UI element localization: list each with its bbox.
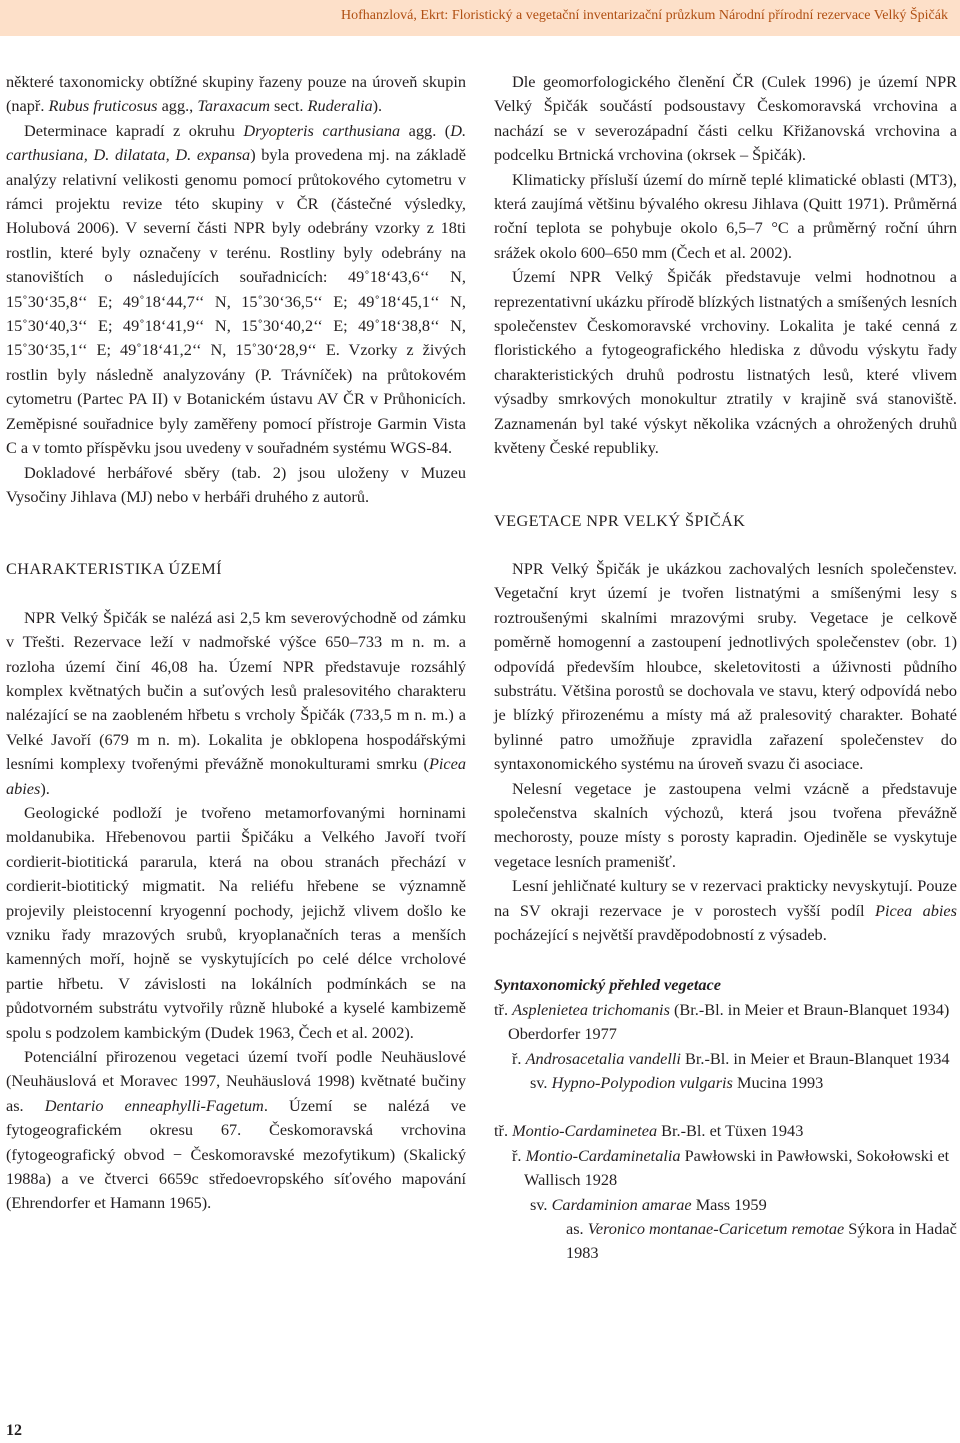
italic-taxon: Dryopteris carthusiana [243,120,401,140]
italic-taxon: Rubus fruticosus [48,96,158,116]
section-heading-vegetace: VEGETACE NPR VELKÝ ŠPIČÁK [494,510,746,530]
syntaxon-entry: sv. Hypno-Polypodion vulgaris Mucina 1993 [530,1073,824,1093]
right-paragraph-5: Nelesní vegetace je zastoupena velmi vzácně a představuje společenstva skalních výchozů, která jsou tvořena převážně mechorosty, pouze místy s porosty kapradin. Ojediněle se vyskytuje vegetace lesních pramenišť. [494,778,957,871]
running-header-bar [0,0,960,36]
italic-taxon: Montio-Cardaminetalia [525,1145,681,1165]
syntaxon-entry: ř. Montio-Cardaminetalia Pawłowski in Pawłowski, Sokołowski et Wallisch 1928 [512,1145,950,1190]
italic-taxon: Ruderalia [307,96,373,116]
left-paragraph-3: Dokladové herbářové sběry (tab. 2) jsou uloženy v Muzeu Vysočiny Jihlava (MJ) nebo v herbáři druhého z autorů. [6,462,466,506]
right-paragraph-3: Území NPR Velký Špičák představuje velmi hodnotnou a reprezentativní ukázku přírodě blízkých listnatých a smíšených lesních společenstev Českomoravské vrchoviny. Lokalita je také cenná z floristického a fytogeografického hlediska z důvodu výskytu řady charakteristických druhů podrostu listnatých lesů, které vlivem výsadby smrkových monokultur ztratily v krajině svá stanoviště. Zaznamenán byl také výskyt několika vzácných a ohrožených druhů květeny České republiky. [494,267,957,458]
left-paragraph-6: Potenciální přirozenou vegetaci území tvoří podle Neuhäuslové (Neuhäuslová et Moravec 1997, Neuhäuslová 1998) květnaté bučiny as. Dentario enneaphylli-Fagetum. Území se nalézá ve fytogeografickém okresu 67. Českomoravská vrchovina (fytogeografický obvod − Českomoravské mezofytikum) (Skalický 1988a) a ve čtverci 6659c středoevropského síťového mapování (Ehrendorfer et Hamann 1965). [6,1047,467,1213]
italic-taxon: Asplenietea trichomanis [512,999,670,1019]
left-paragraph-4: NPR Velký Špičák se nalézá asi 2,5 km severovýchodně od zámku v Třešti. Rezervace leží v nadmořské výšce 650–733 m n. m. a rozloha území činí 46,08 ha. Území NPR představuje rozsáhlý komplex květnatých bučin a suťových lesů pralesovitého charakteru nalézající se na zaobleném hřbetu s vrcholy Špičák (733,5 m n. m.) a Velké Javoří (679 m n. m). Lokalita je obklopena hospodářskými lesními komplexy tvořenými převážně monokulturami smrku (Picea abies). [6,607,466,798]
italic-taxon: Dentario enneaphylli-Fagetum [44,1095,264,1115]
syntaxon-entry: tř. Asplenietea trichomanis (Br.-Bl. in Meier et Braun-Blanquet 1934) Oberdorfer 1977 [494,999,950,1044]
syntaxonomy-list [494,998,957,1266]
italic-taxon: Picea abies [6,754,466,798]
italic-taxon: Taraxacum [197,96,270,116]
left-column [6,70,466,1216]
italic-taxon: D. carthusiana, D. dilatata, D. expansa [6,120,467,165]
left-paragraph-1: některé taxonomicky obtížné skupiny řazeny pouze na úroveň skupin (např. Rubus fruticosus agg., Taraxacum sect. Ruderalia). [6,72,466,116]
right-column [494,70,957,1266]
syntaxon-entry: tř. Montio-Cardaminetea Br.-Bl. et Tüxen 1943 [494,1121,804,1141]
italic-taxon: Picea abies [875,900,957,920]
syntaxon-entry: sv. Cardaminion amarae Mass 1959 [530,1194,767,1214]
italic-taxon: Androsacetalia vandelli [525,1048,681,1068]
left-paragraph-2: Determinace kapradí z okruhu Dryopteris carthusiana agg. (D. carthusiana, D. dilatata, D. expansa) byla provedena mj. na základě analýzy relativní velikosti genomu pomocí průtokového cytometru v rámci projektu revize této skupiny v ČR (částečné výsledky, Holubová 2006). V severní části NPR byly odebrány vzorky z 18ti rostlin, které byly označeny v terénu. Rostliny byly odebrány na stanovištích o následujících souřadnicích: 49˚18‘43,6‘‘ N, 15˚30‘35,8‘‘ E; 49˚18‘44,7‘‘ N, 15˚30‘36,5‘‘ E; 49˚18‘45,1‘‘ N, 15˚30‘40,3‘‘ E; 49˚18‘41,9‘‘ N, 15˚30‘40,2‘‘ E; 49˚18‘38,8‘‘ N, 15˚30‘35,1‘‘ E; 49˚18‘41,2‘‘ N, 15˚30‘28,9‘‘ E. Vzorky z živých rostlin byly následně analyzovány (P. Trávníček) na průtokovém cytometru (Partec PA II) v Botanickém ústavu AV ČR v Průhonicích. Zeměpisné souřadnice byly zaměřeny pomocí přístroje Garmin Vista C a v tomto příspěvku jsou uvedeny v souřadném systému WGS-84. [6,120,467,458]
section-heading-charakteristika: CHARAKTERISTIKA ÚZEMÍ [6,559,222,579]
italic-taxon: Montio-Cardaminetea [512,1121,658,1141]
italic-taxon: Cardaminion amarae [551,1194,692,1214]
running-header: Hofhanzlová, Ekrt: Floristický a vegetační inventarizační průzkum Národní přírodní rezervace Velký Špičák [341,8,948,23]
left-paragraph-5: Geologické podloží je tvořeno metamorfovanými horninami moldanubika. Hřebenovou partii Špičáku a Velkého Javoří tvoří cordierit-biotitická pararula, která na obou stranách přechází v cordierit-biotitický migmatit. Na reliéfu hřebene se významně projevily pleistocenní kryogenní pochody, jejichž vlivem došlo ke vzniku řady mrazových srubů, kryoplanačních teras a menších kamenných moří, hojně se vyskytujících po celé délce vrcholové partie hřbetu. V závislosti na lokálních podmínkách se na půdotvorném substrátu vytvořily různě hluboké a kyselé kambizemě spolu s podzolem kambickým (Dudek 1963, Čech et al. 2002). [6,802,466,1042]
syntaxon-entry: as. Veronico montanae-Caricetum remotae Sýkora in Hadač 1983 [566,1219,957,1263]
page-number: 12 [6,1422,22,1439]
italic-taxon: Veronico montanae-Caricetum remotae [587,1219,845,1239]
syntaxonomy-heading: Syntaxonomický přehled vegetace [494,975,721,995]
right-paragraph-2: Klimaticky přísluší území do mírně teplé klimatické oblasti (MT3), která zaujímá většinu bývalého okresu Jihlava (Quitt 1971). Průměrná roční teplota se pohybuje okolo 6,5–7 °C a průměrný roční úhrn srážek okolo 600–650 mm (Čech et al. 2002). [494,169,957,262]
right-paragraph-1: Dle geomorfologického členění ČR (Culek 1996) je území NPR Velký Špičák součástí podsoustavy Českomoravská vrchovina a nachází se v severozápadní části celku Křižanovská vrchovina a podcelku Brtnická vrchovina (okrsek – Špičák). [494,72,957,165]
right-paragraph-4: NPR Velký Špičák je ukázkou zachovalých lesních společenstev. Vegetační kryt území je tvořen listnatými a smíšenými lesy s roztroušenými skalními mrazovými sruby. Vegetace je celkově poměrně homogenní a zastoupení jednotlivých společenstev (obr. 1) odpovídá především hloubce, skeletovitosti a úživnosti půdního substrátu. Většina porostů se dochovala ve stavu, který odpovídá nebo je blízký přirozenému a místy má až pralesovitý charakter. Bohaté bylinné patro umožňuje zpravidla zařazení společenstev do syntaxonomického systému na úroveň svazu či asociace. [494,558,957,774]
italic-taxon: Hypno-Polypodion vulgaris [551,1073,733,1093]
syntaxon-entry: ř. Androsacetalia vandelli Br.-Bl. in Meier et Braun-Blanquet 1934 [512,1048,950,1068]
right-paragraph-6: Lesní jehličnaté kultury se v rezervaci prakticky nevyskytují. Pouze na SV okraji rezervace je v porostech vyšší podíl Picea abies pocházející s největší pravděpodobností z výsadeb. [494,876,957,944]
